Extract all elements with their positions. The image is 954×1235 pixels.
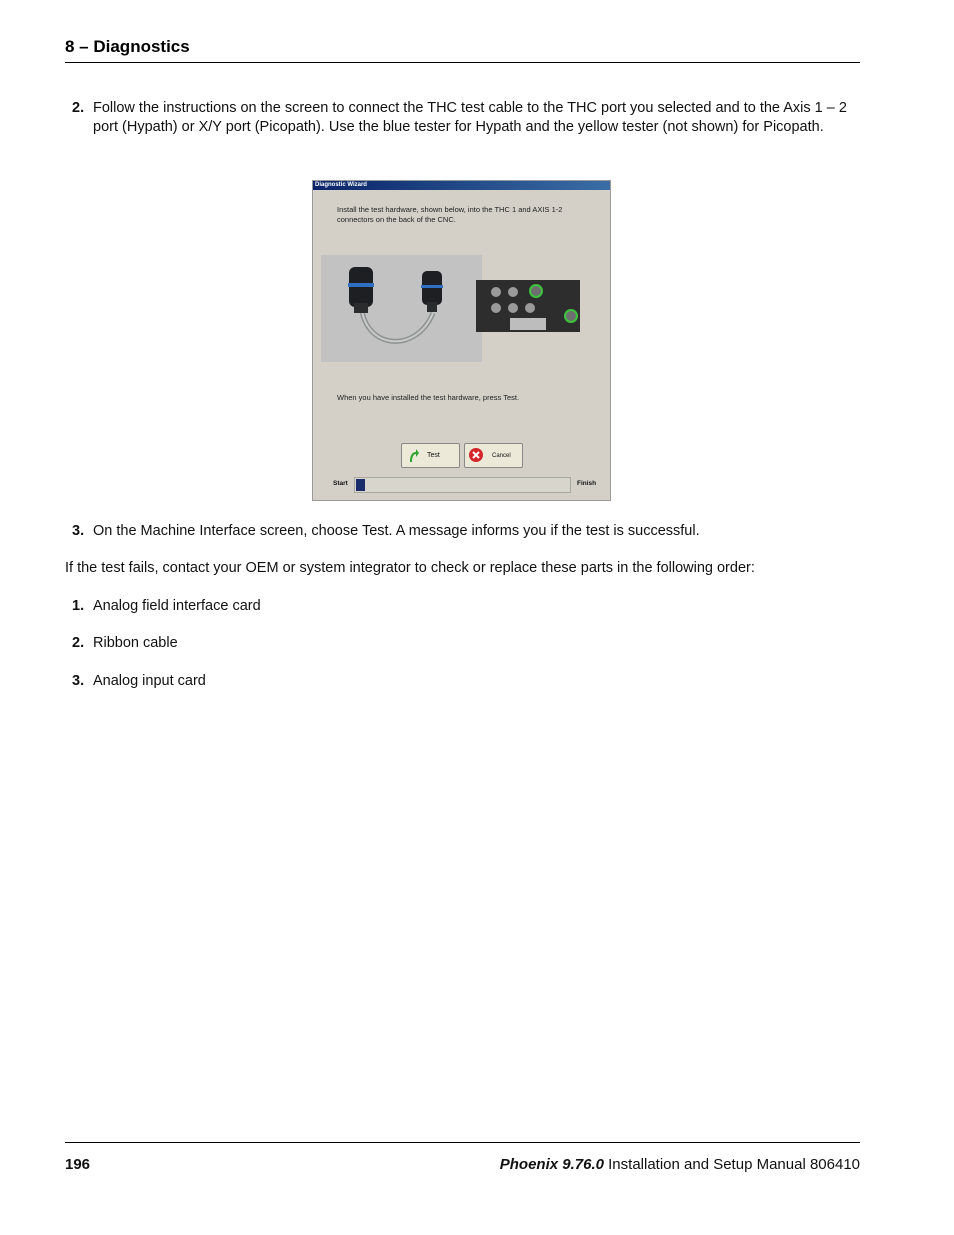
step-text: On the Machine Interface screen, choose Test. A message informs you if the test is successful. bbox=[93, 523, 700, 539]
footer-rule bbox=[65, 1142, 860, 1143]
part-text: Analog field interface card bbox=[93, 598, 261, 614]
step-number: 3. bbox=[72, 523, 85, 539]
cancel-button[interactable] bbox=[464, 443, 523, 468]
step-3 bbox=[65, 522, 855, 541]
part-number: 3. bbox=[72, 673, 85, 689]
part-number: 1. bbox=[72, 598, 85, 614]
test-button[interactable] bbox=[401, 443, 460, 468]
part-item bbox=[65, 597, 855, 616]
footer-manual-title bbox=[500, 1156, 860, 1173]
green-arrow-icon bbox=[407, 447, 419, 465]
wizard-progress-bar bbox=[354, 477, 571, 493]
step-text: Follow the instructions on the screen to connect the THC test cable to the THC port you selected and to the Axis 1 – 2 port (Hypath) or X/Y port (Picopath). Use the blue tester for Hypath and the yellow tester (not shown) for Picopath. bbox=[93, 100, 847, 135]
window-titlebar: Diagnostic Wizard bbox=[313, 181, 610, 190]
wizard-completion-text: When you have installed the test hardware, press Test. bbox=[337, 393, 520, 402]
wizard-instruction: Install the test hardware, shown below, into the THC 1 and AXIS 1-2 connectors on the back of the CNC. bbox=[337, 205, 563, 224]
part-text: Analog input card bbox=[93, 673, 206, 689]
product-name: Phoenix 9.76.0 bbox=[499, 1156, 604, 1173]
cnc-connector-panel-photo bbox=[476, 280, 580, 332]
part-item bbox=[65, 634, 855, 653]
fail-paragraph: If the test fails, contact your OEM or system integrator to check or replace these parts in the following order: bbox=[65, 560, 755, 576]
header-rule bbox=[65, 62, 860, 63]
progress-fill bbox=[356, 479, 365, 491]
part-number: 2. bbox=[72, 635, 85, 651]
red-x-icon bbox=[468, 447, 484, 465]
progress-start-label: Start bbox=[333, 480, 348, 487]
test-cable-photo bbox=[321, 255, 482, 362]
part-item bbox=[65, 672, 855, 691]
progress-finish-label: Finish bbox=[577, 480, 597, 487]
test-button-label: Test bbox=[427, 452, 440, 459]
step-2 bbox=[65, 99, 855, 136]
part-text: Ribbon cable bbox=[93, 635, 178, 651]
step-number: 2. bbox=[72, 100, 85, 116]
diagnostic-wizard-screenshot bbox=[312, 180, 611, 501]
cancel-button-label: Cancel bbox=[492, 452, 511, 459]
section-header: 8 – Diagnostics bbox=[65, 37, 190, 56]
manual-name: Installation and Setup Manual 806410 bbox=[608, 1156, 860, 1173]
page-number: 196 bbox=[65, 1156, 91, 1173]
